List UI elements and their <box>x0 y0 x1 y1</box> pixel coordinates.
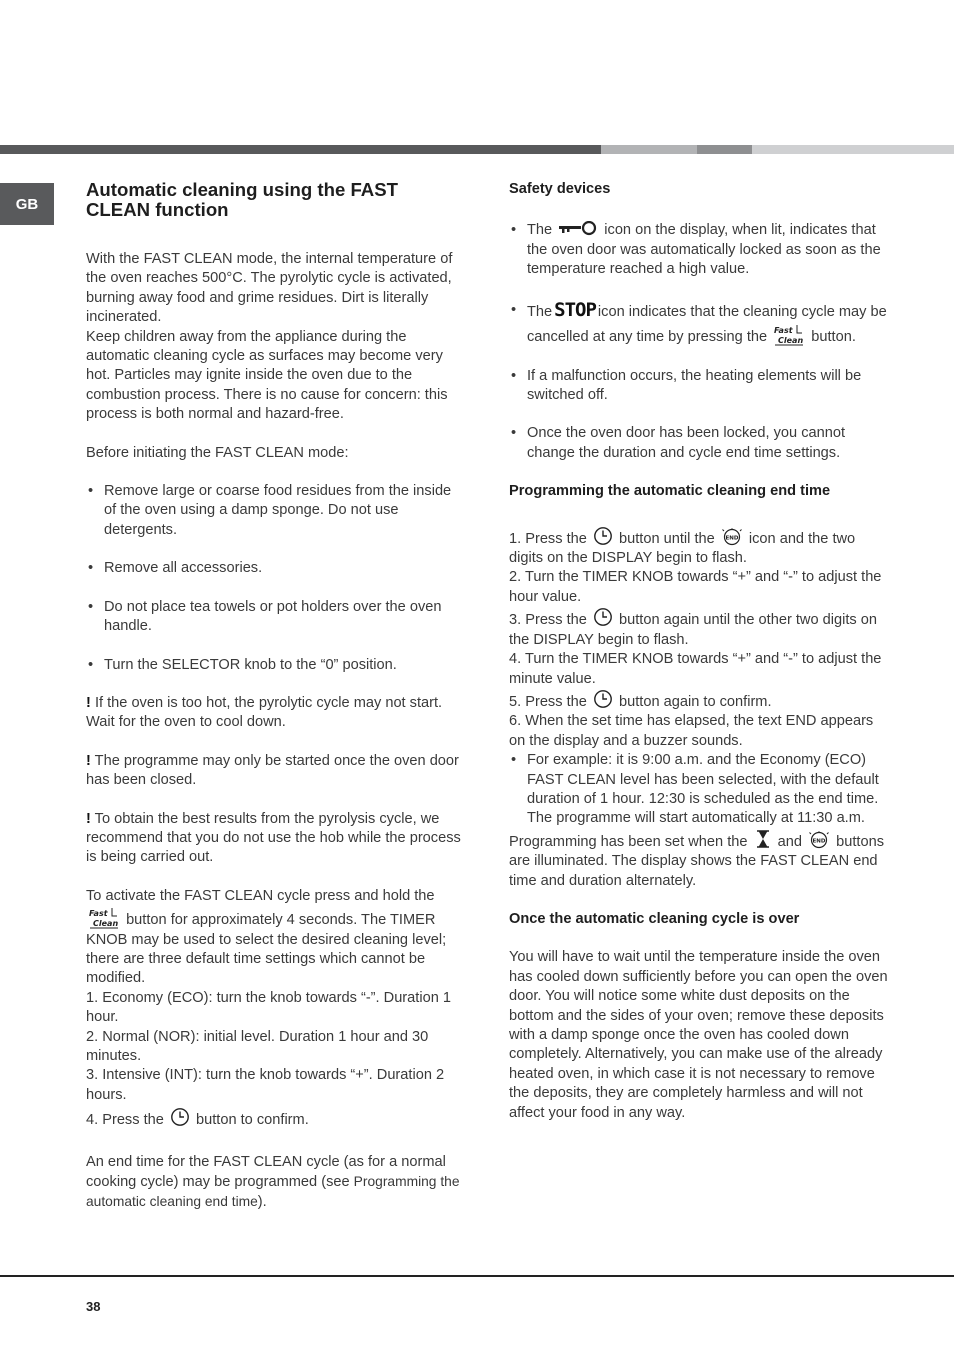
page-number: 38 <box>86 1299 101 1314</box>
activate-text-b: button for approximately 4 seconds. The TIMER KNOB may be used to select the desired cleaning level; there are three default time settings which cannot be modified. <box>86 912 447 987</box>
exclamation-mark: ! <box>86 694 91 711</box>
header-bar-light <box>752 145 954 154</box>
list-item: • Remove all accessories. <box>86 559 466 578</box>
cycle-over-heading: Once the automatic cleaning cycle is over <box>509 910 800 927</box>
language-tab <box>0 183 54 225</box>
fast-clean-icon-bottom: Clean <box>93 919 119 929</box>
end-icon-label: END <box>725 535 739 542</box>
step-5-text-b: button again to confirm. <box>619 693 772 710</box>
fast-clean-icon <box>88 906 120 930</box>
fast-clean-icon-top: Fast <box>774 325 793 335</box>
level-economy: 1. Economy (ECO): turn the knob towards “-”. Duration 1 hour. <box>86 989 451 1026</box>
clock-icon <box>170 1107 190 1127</box>
exclamation-mark: ! <box>86 752 91 769</box>
list-item: • If a malfunction occurs, the heating elements will be switched off. <box>509 367 891 406</box>
list-item: • Turn the SELECTOR knob to the “0” position. <box>86 656 466 675</box>
fast-clean-icon <box>773 323 805 347</box>
step-3-text-a: 3. Press the <box>509 612 587 629</box>
intro-paragraph-1: With the FAST CLEAN mode, the internal temperature of the oven reaches 500°C. The pyrolytic cycle is activated, burning away food and grime residues. Dirt is literally incinerated. <box>86 251 453 326</box>
list-item: • Remove large or coarse food residues from the inside of the oven using a damp sponge. Do not use detergents. <box>86 482 466 540</box>
warning-note-3 <box>86 810 466 868</box>
list-item: • Once the oven door has been locked, you cannot change the duration and cycle end time settings. <box>509 424 891 463</box>
clock-icon <box>593 689 613 709</box>
end-time-text: An end time for the FAST CLEAN cycle (as for a normal cooking cycle) may be programmed (see <box>86 1153 446 1191</box>
step-1-text-b: button until the <box>619 530 715 547</box>
fast-clean-icon-top: Fast <box>89 909 108 919</box>
door-lock-icon <box>558 221 598 237</box>
level-intensive: 3. Intensive (INT): turn the knob towards “+”. Duration 2 hours. <box>86 1067 445 1103</box>
activate-text-a: To activate the FAST CLEAN cycle press and hold the <box>86 887 435 904</box>
step-1-text-a: 1. Press the <box>509 530 587 547</box>
safety-stop-text-a: The <box>527 303 553 320</box>
list-item: • For example: it is 9:00 a.m. and the Economy (ECO) FAST CLEAN level has been selected, with the default duration of 1 hour. 12:30 is scheduled as the end time. The programme will start automatically at 11:30 a.m. <box>509 751 891 829</box>
list-item <box>509 221 891 279</box>
cross-reference: Programming the automatic cleaning end time <box>86 1174 460 1210</box>
confirm-step <box>86 1107 466 1130</box>
level-normal: 2. Normal (NOR): initial level. Duration 1 hour and 30 minutes. <box>86 1028 429 1064</box>
clock-icon <box>593 607 613 627</box>
step-1-text-c: icon and the two digits on the DISPLAY begin to flash. <box>509 530 856 567</box>
set-text-b: and <box>777 833 802 850</box>
before-text: Before initiating the FAST CLEAN mode: <box>86 444 349 461</box>
left-column <box>86 180 466 1213</box>
step-5 <box>509 689 891 712</box>
exclamation-mark: ! <box>86 810 91 827</box>
safety-heading: Safety devices <box>509 181 611 197</box>
warning-note-text: If the oven is too hot, the pyrolytic cycle may not start. Wait for the oven to cool down. <box>86 694 443 731</box>
language-tab-label: GB <box>15 195 39 213</box>
step-5-text-a: 5. Press the <box>509 693 587 710</box>
list-item: • Do not place tea towels or pot holders over the oven handle. <box>86 598 466 637</box>
set-text-a: Programming has been set when the <box>509 833 748 850</box>
intro-paragraph-2: Keep children away from the appliance during the automatic cleaning cycle as surfaces may become very hot. Particles may ignite inside the oven due to the combustion process. There is no cause for concern: this process is both normal and hazard-free. <box>86 328 448 423</box>
clock-icon <box>593 526 613 546</box>
end-time-icon <box>721 528 743 546</box>
warning-note-2 <box>86 752 466 791</box>
safety-stop-text-b: icon indicates that the cleaning cycle may be cancelled at any time by pressing the <box>527 303 887 345</box>
safety-lock-text-b: icon on the display, when lit, indicates that the oven door was automatically locked as soon as the temperature reached a high value. <box>527 222 881 278</box>
cycle-over-paragraph: You will have to wait until the temperature inside the oven has cooled down sufficiently before you can open the oven door. You will notice some white dust deposits on the bottom and the sides of your oven; remove these deposits with a damp sponge once the oven has cooled down completely. Alternatively, you can make use of the already heated oven, in which case it is not necessary to remove the deposits, they are completely harmless and will not affect your food in any way. <box>509 949 888 1121</box>
duration-icon <box>754 829 772 849</box>
section-title: Automatic cleaning using the FAST CLEAN function <box>86 179 398 220</box>
confirm-text-a: 4. Press the <box>86 1112 164 1129</box>
step-6: 6. When the set time has elapsed, the text END appears on the display and a buzzer sounds. <box>509 713 874 749</box>
stop-icon: STOP <box>554 298 596 321</box>
end-time-icon <box>808 831 830 849</box>
step-1 <box>509 526 891 569</box>
end-time-paragraph <box>86 1153 466 1213</box>
header-bar-mid2 <box>697 145 752 154</box>
step-2: 2. Turn the TIMER KNOB towards “+” and “-” to adjust the hour value. <box>509 569 882 605</box>
end-icon-label: END <box>812 838 826 845</box>
warning-note-text: The programme may only be started once the oven door has been closed. <box>86 752 459 789</box>
warning-note-1 <box>86 694 466 733</box>
header-bar-dark <box>0 145 601 154</box>
footer-rule <box>0 1275 954 1277</box>
confirm-text-b: button to confirm. <box>196 1112 309 1129</box>
set-text-c: buttons are illuminated. The display shows the FAST CLEAN end time and duration alternately. <box>509 833 884 889</box>
step-3-text-b: button again until the other two digits on the DISPLAY begin to flash. <box>509 612 877 648</box>
end-time-close: ). <box>257 1194 267 1211</box>
fast-clean-icon-bottom: Clean <box>778 335 804 345</box>
programming-heading: Programming the automatic cleaning end time <box>509 483 831 500</box>
right-column <box>509 180 891 1123</box>
safety-stop-text-c: button. <box>811 328 856 345</box>
step-4: 4. Turn the TIMER KNOB towards “+” and “-” to adjust the minute value. <box>509 651 882 687</box>
warning-note-text: To obtain the best results from the pyrolysis cycle, we recommend that you do not use the hob while the process is being carried out. <box>86 810 461 866</box>
header-bar-mid <box>601 145 697 154</box>
header-bar <box>0 145 954 154</box>
activate-paragraph <box>86 887 466 989</box>
list-item <box>509 299 891 348</box>
step-3 <box>509 607 891 650</box>
programming-set-paragraph <box>509 829 891 891</box>
safety-lock-text-a: The <box>527 222 553 239</box>
